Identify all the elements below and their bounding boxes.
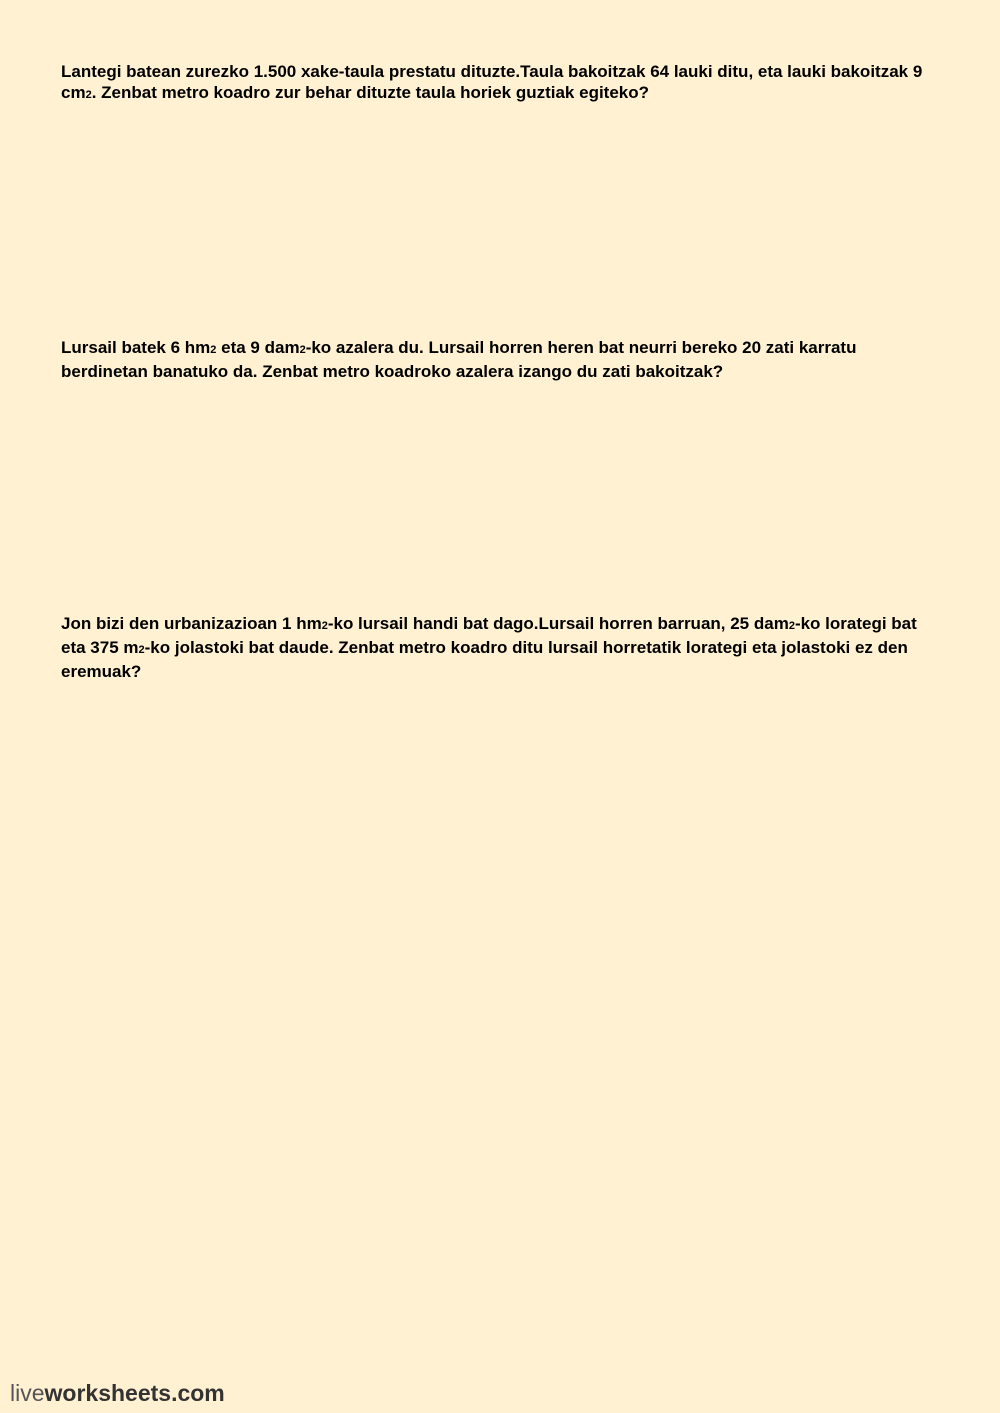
- logo-bold-text: worksheets.com: [44, 1380, 225, 1406]
- liveworksheets-logo: [10, 1380, 225, 1407]
- problem-1-part-2: . Zenbat metro koadro zur behar dituzte taula horiek guztiak egiteko?: [91, 83, 650, 102]
- problem-2-part-3: -ko azalera du. Lursail horren heren bat neurri bereko 20 zati karratu berdinetan banatuko da. Zenbat metro koadroko azalera izango du zati bakoitzak?: [61, 338, 857, 381]
- problem-1-text: [61, 61, 931, 106]
- problem-3-superscript-dam: 2: [788, 620, 795, 632]
- problem-1-part-1: Lantegi batean zurezko 1.500 xake-taula prestatu dituzte.Taula bakoitzak 64 lauki ditu, eta lauki bakoitzak 9 cm: [61, 62, 923, 102]
- problem-3-part-2: -ko lursail handi bat dago.Lursail horren barruan, 25 dam: [327, 614, 789, 633]
- problem-2-superscript-hm: 2: [210, 344, 217, 356]
- problem-3-superscript-hm: 2: [321, 620, 328, 632]
- problem-1-superscript-2: 2: [85, 89, 92, 101]
- problem-2-text: [61, 337, 931, 382]
- problem-2-part-1: Lursail batek 6 hm: [61, 338, 211, 357]
- problem-3-part-1: Jon bizi den urbanizazioan 1 hm: [61, 614, 322, 633]
- problem-3-part-4: -ko jolastoki bat daude. Zenbat metro koadro ditu lursail horretatik lorategi eta jolastoki ez den eremuak?: [61, 638, 908, 681]
- problem-3-part-3: -ko lorategi bat eta 375 m: [61, 614, 917, 657]
- problem-3-text: [61, 613, 931, 682]
- problem-3-superscript-m: 2: [138, 644, 145, 656]
- problem-2-part-2: eta 9 dam: [216, 338, 300, 357]
- logo-light-text: live: [10, 1380, 45, 1406]
- problem-2-superscript-dam: 2: [299, 344, 306, 356]
